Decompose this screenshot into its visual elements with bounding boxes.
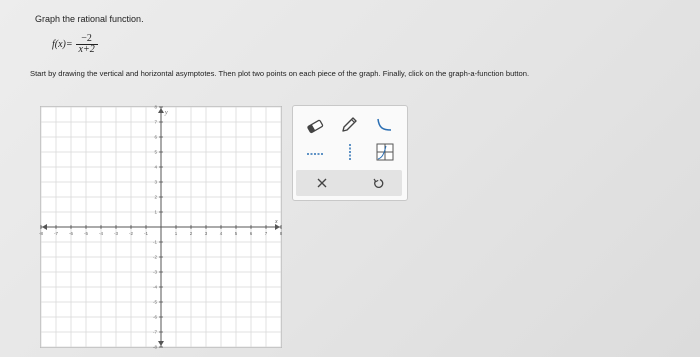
x-axis-label: x [275,219,278,225]
y-tick-label: 2 [154,194,157,200]
x-tick-label: 7 [264,231,268,236]
y-tick-label: 8 [154,104,157,110]
y-tick-label: -2 [152,254,157,260]
tool-actions-bar [296,170,402,196]
graph-function-icon [375,142,395,162]
horizontal-asymptote-button[interactable] [303,143,327,163]
y-tick-label: 1 [154,209,157,215]
y-tick-label: -1 [152,239,157,245]
y-axis-arrow-up [158,108,164,113]
coordinate-plane[interactable] [38,104,283,350]
x-icon [316,177,328,189]
question-prompt: Graph the rational function. [35,14,144,24]
y-tick-label: 6 [154,134,157,140]
horizontal-dashed-line-icon [305,146,325,160]
y-tick-label: 4 [154,164,157,170]
graph-function-button[interactable] [373,142,397,162]
x-tick-label: -2 [128,231,134,236]
y-tick-label: -5 [152,299,157,305]
y-axis-arrow-down [158,341,164,346]
undo-button[interactable] [366,173,390,193]
y-tick-label: -8 [152,344,157,350]
numerator: −2 [81,33,92,44]
x-tick-label: -5 [83,231,89,236]
pencil-icon [340,116,358,134]
function-name: f(x)= [52,39,73,50]
x-tick-label: 8 [279,231,283,236]
y-tick-label: 5 [154,149,157,155]
x-tick-label: -7 [53,231,59,236]
x-axis-arrow-left [42,224,47,230]
pencil-tool-button[interactable] [337,115,361,135]
eraser-tool-button[interactable] [303,116,327,136]
y-axis-label: y [165,110,168,116]
rational-function-formula [52,34,98,55]
vertical-asymptote-button[interactable] [338,142,362,162]
curve-icon [374,116,394,134]
vertical-dashed-line-icon [343,142,357,162]
clear-button[interactable] [310,173,334,193]
denominator: x+2 [78,44,95,55]
graph-area[interactable] [40,106,282,348]
x-tick-label: 5 [234,231,238,236]
y-tick-label: 3 [154,179,157,185]
undo-icon [372,177,384,189]
y-tick-label: -4 [152,284,157,290]
y-tick-label: -7 [152,329,157,335]
curve-tool-button[interactable] [372,115,396,135]
y-tick-label: -6 [152,314,157,320]
y-tick-label: 7 [154,119,157,125]
x-tick-label: 3 [204,231,208,236]
x-tick-label: -8 [38,231,44,236]
x-tick-label: 2 [189,231,193,236]
graphing-toolbox [292,105,408,201]
x-tick-label: 4 [219,231,223,236]
x-tick-label: -4 [98,231,104,236]
x-tick-label: -3 [113,231,119,236]
y-tick-label: -3 [152,269,157,275]
x-tick-label: 1 [174,231,178,236]
x-tick-label: -1 [143,231,149,236]
fraction [76,34,98,55]
x-tick-label: 6 [249,231,253,236]
x-tick-label: -6 [68,231,74,236]
instructions-text: Start by drawing the vertical and horizontal asymptotes. Then plot two points on each piece of the graph. Finally, click on the graph-a-function button. [30,69,530,78]
eraser-icon [305,119,325,133]
